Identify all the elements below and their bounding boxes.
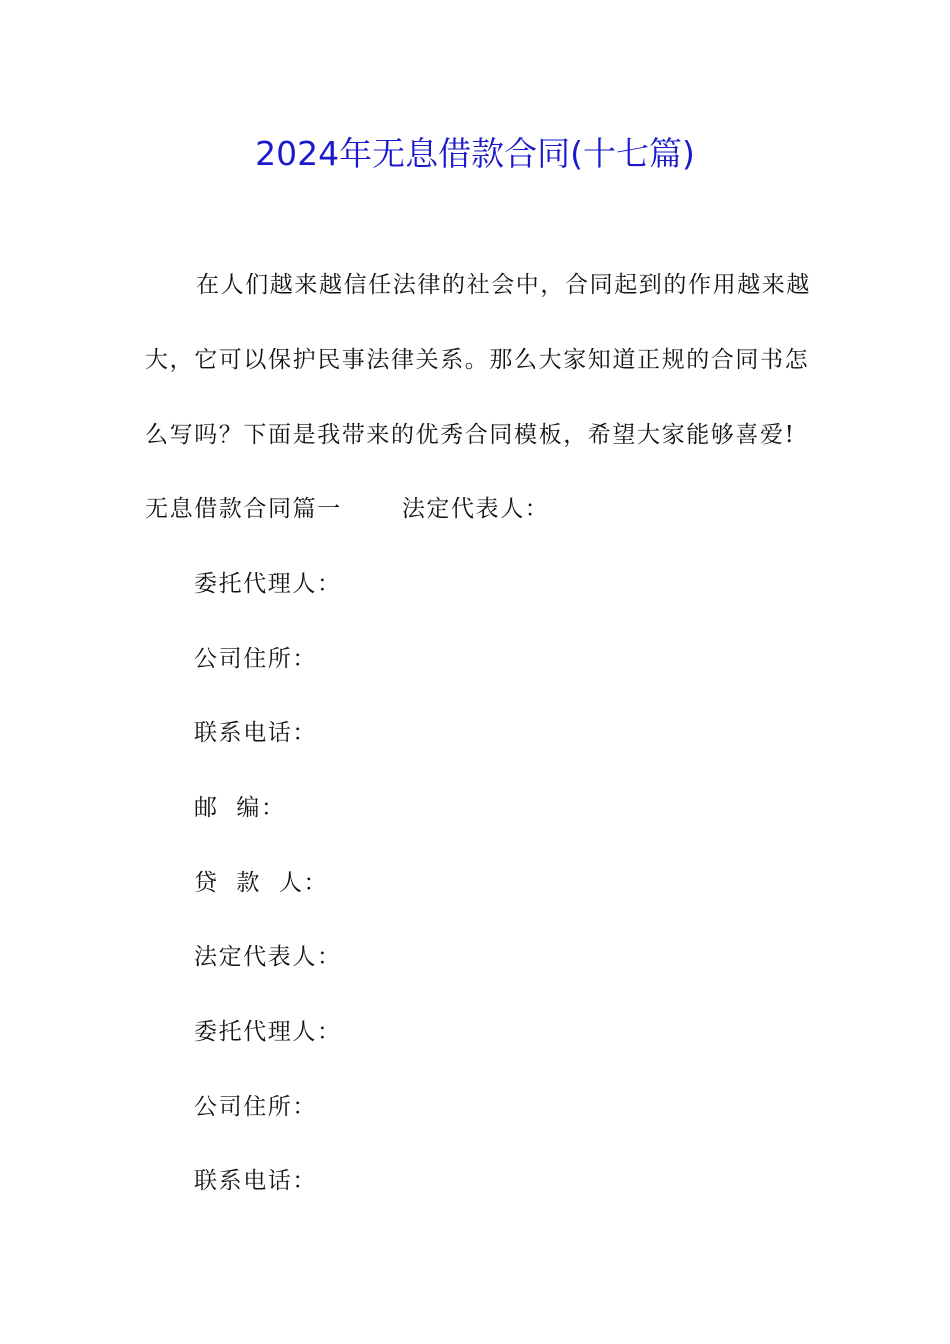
- field-lender-text: 贷 款 人：: [194, 870, 329, 896]
- document-title: 2024年无息借款合同(十七篇): [255, 134, 695, 173]
- section-heading-line: [145, 494, 549, 524]
- field-company-address: 公司住所：: [194, 646, 317, 672]
- intro-line-3: 么写吗？下面是我带来的优秀合同模板，希望大家能够喜爱!: [145, 422, 796, 448]
- field-lender: [194, 868, 328, 898]
- field-contact-phone-2: 联系电话：: [194, 1168, 317, 1194]
- field-postal-code: [194, 793, 286, 823]
- intro-line-2: 大，它可以保护民事法律关系。那么大家知道正规的合同书怎: [145, 347, 810, 373]
- field-legal-representative-2: 法定代表人：: [194, 944, 342, 970]
- field-company-address-2: 公司住所：: [194, 1094, 317, 1120]
- field-entrusted-agent: 委托代理人：: [194, 571, 342, 597]
- field-entrusted-agent-2: 委托代理人：: [194, 1019, 342, 1045]
- legal-representative-label: 法定代表人：: [401, 496, 550, 522]
- field-postal-code-text: 邮 编：: [194, 795, 286, 821]
- field-contact-phone: 联系电话：: [194, 720, 317, 746]
- section-heading: 无息借款合同篇一: [145, 496, 342, 522]
- intro-line-1: 在人们越来越信任法律的社会中，合同起到的作用越来越: [196, 272, 811, 298]
